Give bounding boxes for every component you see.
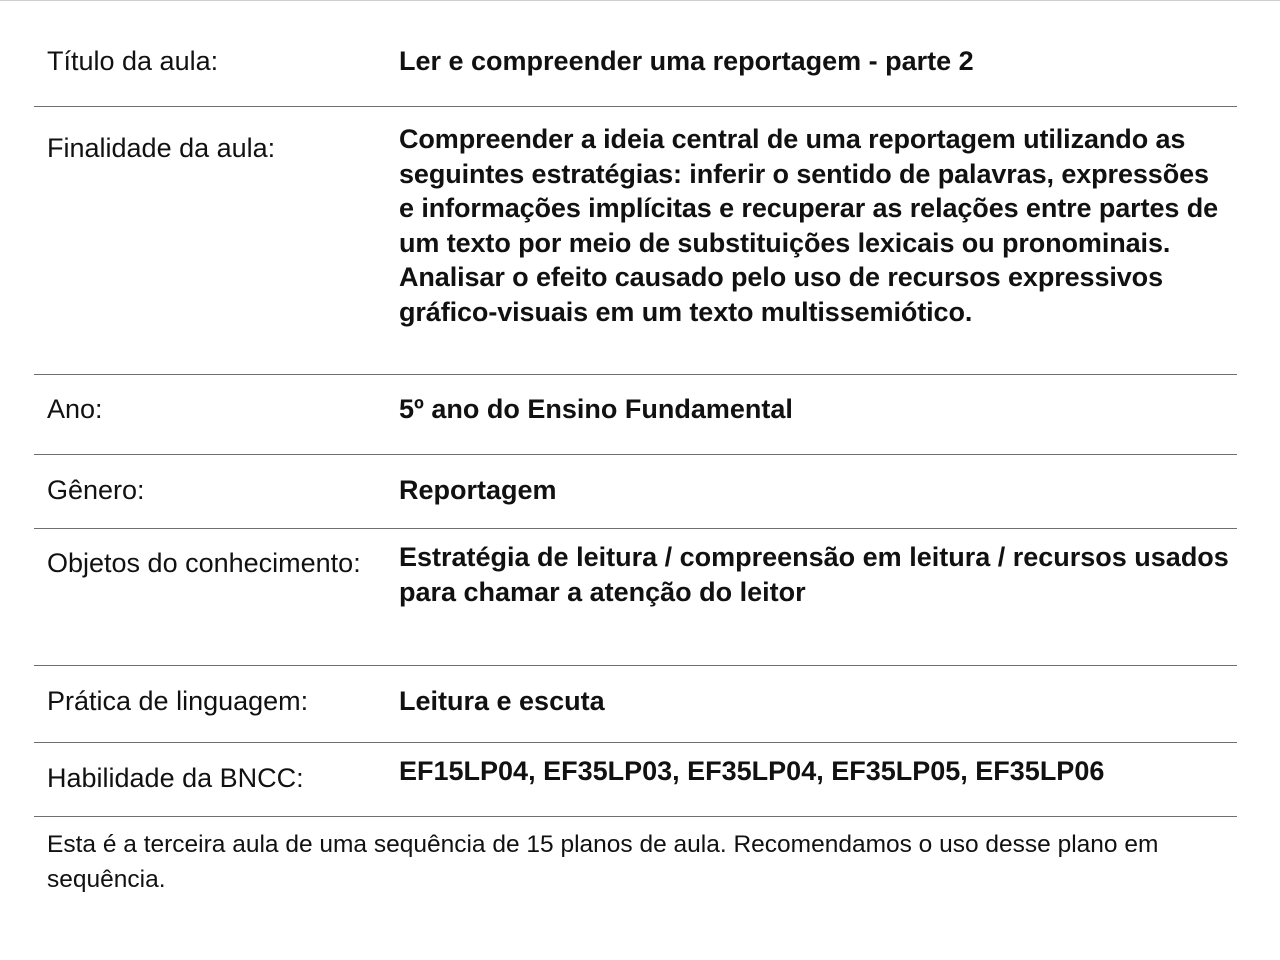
row-finalidade-da-aula xyxy=(34,107,1237,375)
objetos-do-conhecimento-label: Objetos do conhecimento: xyxy=(47,548,361,578)
habilidade-da-bncc-label: Habilidade da BNCC: xyxy=(47,763,304,793)
titulo-da-aula-value: Ler e compreender uma reportagem - parte 2 xyxy=(399,46,974,76)
sequence-note: Esta é a terceira aula de uma sequência de 15 planos de aula. Recomendamos o uso desse plano em sequência. xyxy=(47,831,1159,893)
row-titulo-da-aula xyxy=(34,20,1237,107)
habilidade-da-bncc-value: EF15LP04, EF35LP03, EF35LP04, EF35LP05, EF35LP06 xyxy=(399,756,1105,786)
titulo-da-aula-label: Título da aula: xyxy=(47,46,219,76)
row-habilidade-da-bncc xyxy=(34,743,1237,817)
row-genero xyxy=(34,455,1237,529)
pratica-de-linguagem-value: Leitura e escuta xyxy=(399,686,605,716)
ano-value: 5º ano do Ensino Fundamental xyxy=(399,394,793,424)
row-pratica-de-linguagem xyxy=(34,666,1237,743)
finalidade-da-aula-value: Compreender a ideia central de uma reportagem utilizando as seguintes estratégias: inferir o sentido de palavras, expressões e informações implícitas e recuperar as relações entre partes de um texto por meio de substituições lexicais ou pronominais. Analisar o efeito causado pelo uso de recursos expressivos gráfico-visuais em um texto multissemiótico. xyxy=(399,124,1218,327)
lesson-plan-table xyxy=(34,20,1237,897)
ano-label: Ano: xyxy=(47,394,103,424)
genero-label: Gênero: xyxy=(47,475,145,505)
row-ano xyxy=(34,375,1237,455)
row-objetos-do-conhecimento xyxy=(34,529,1237,666)
genero-value: Reportagem xyxy=(399,475,557,505)
top-border xyxy=(0,0,1280,1)
pratica-de-linguagem-label: Prática de linguagem: xyxy=(47,686,309,716)
objetos-do-conhecimento-value: Estratégia de leitura / compreensão em leitura / recursos usados para chamar a atenção do leitor xyxy=(399,542,1229,607)
finalidade-da-aula-label: Finalidade da aula: xyxy=(47,133,276,163)
